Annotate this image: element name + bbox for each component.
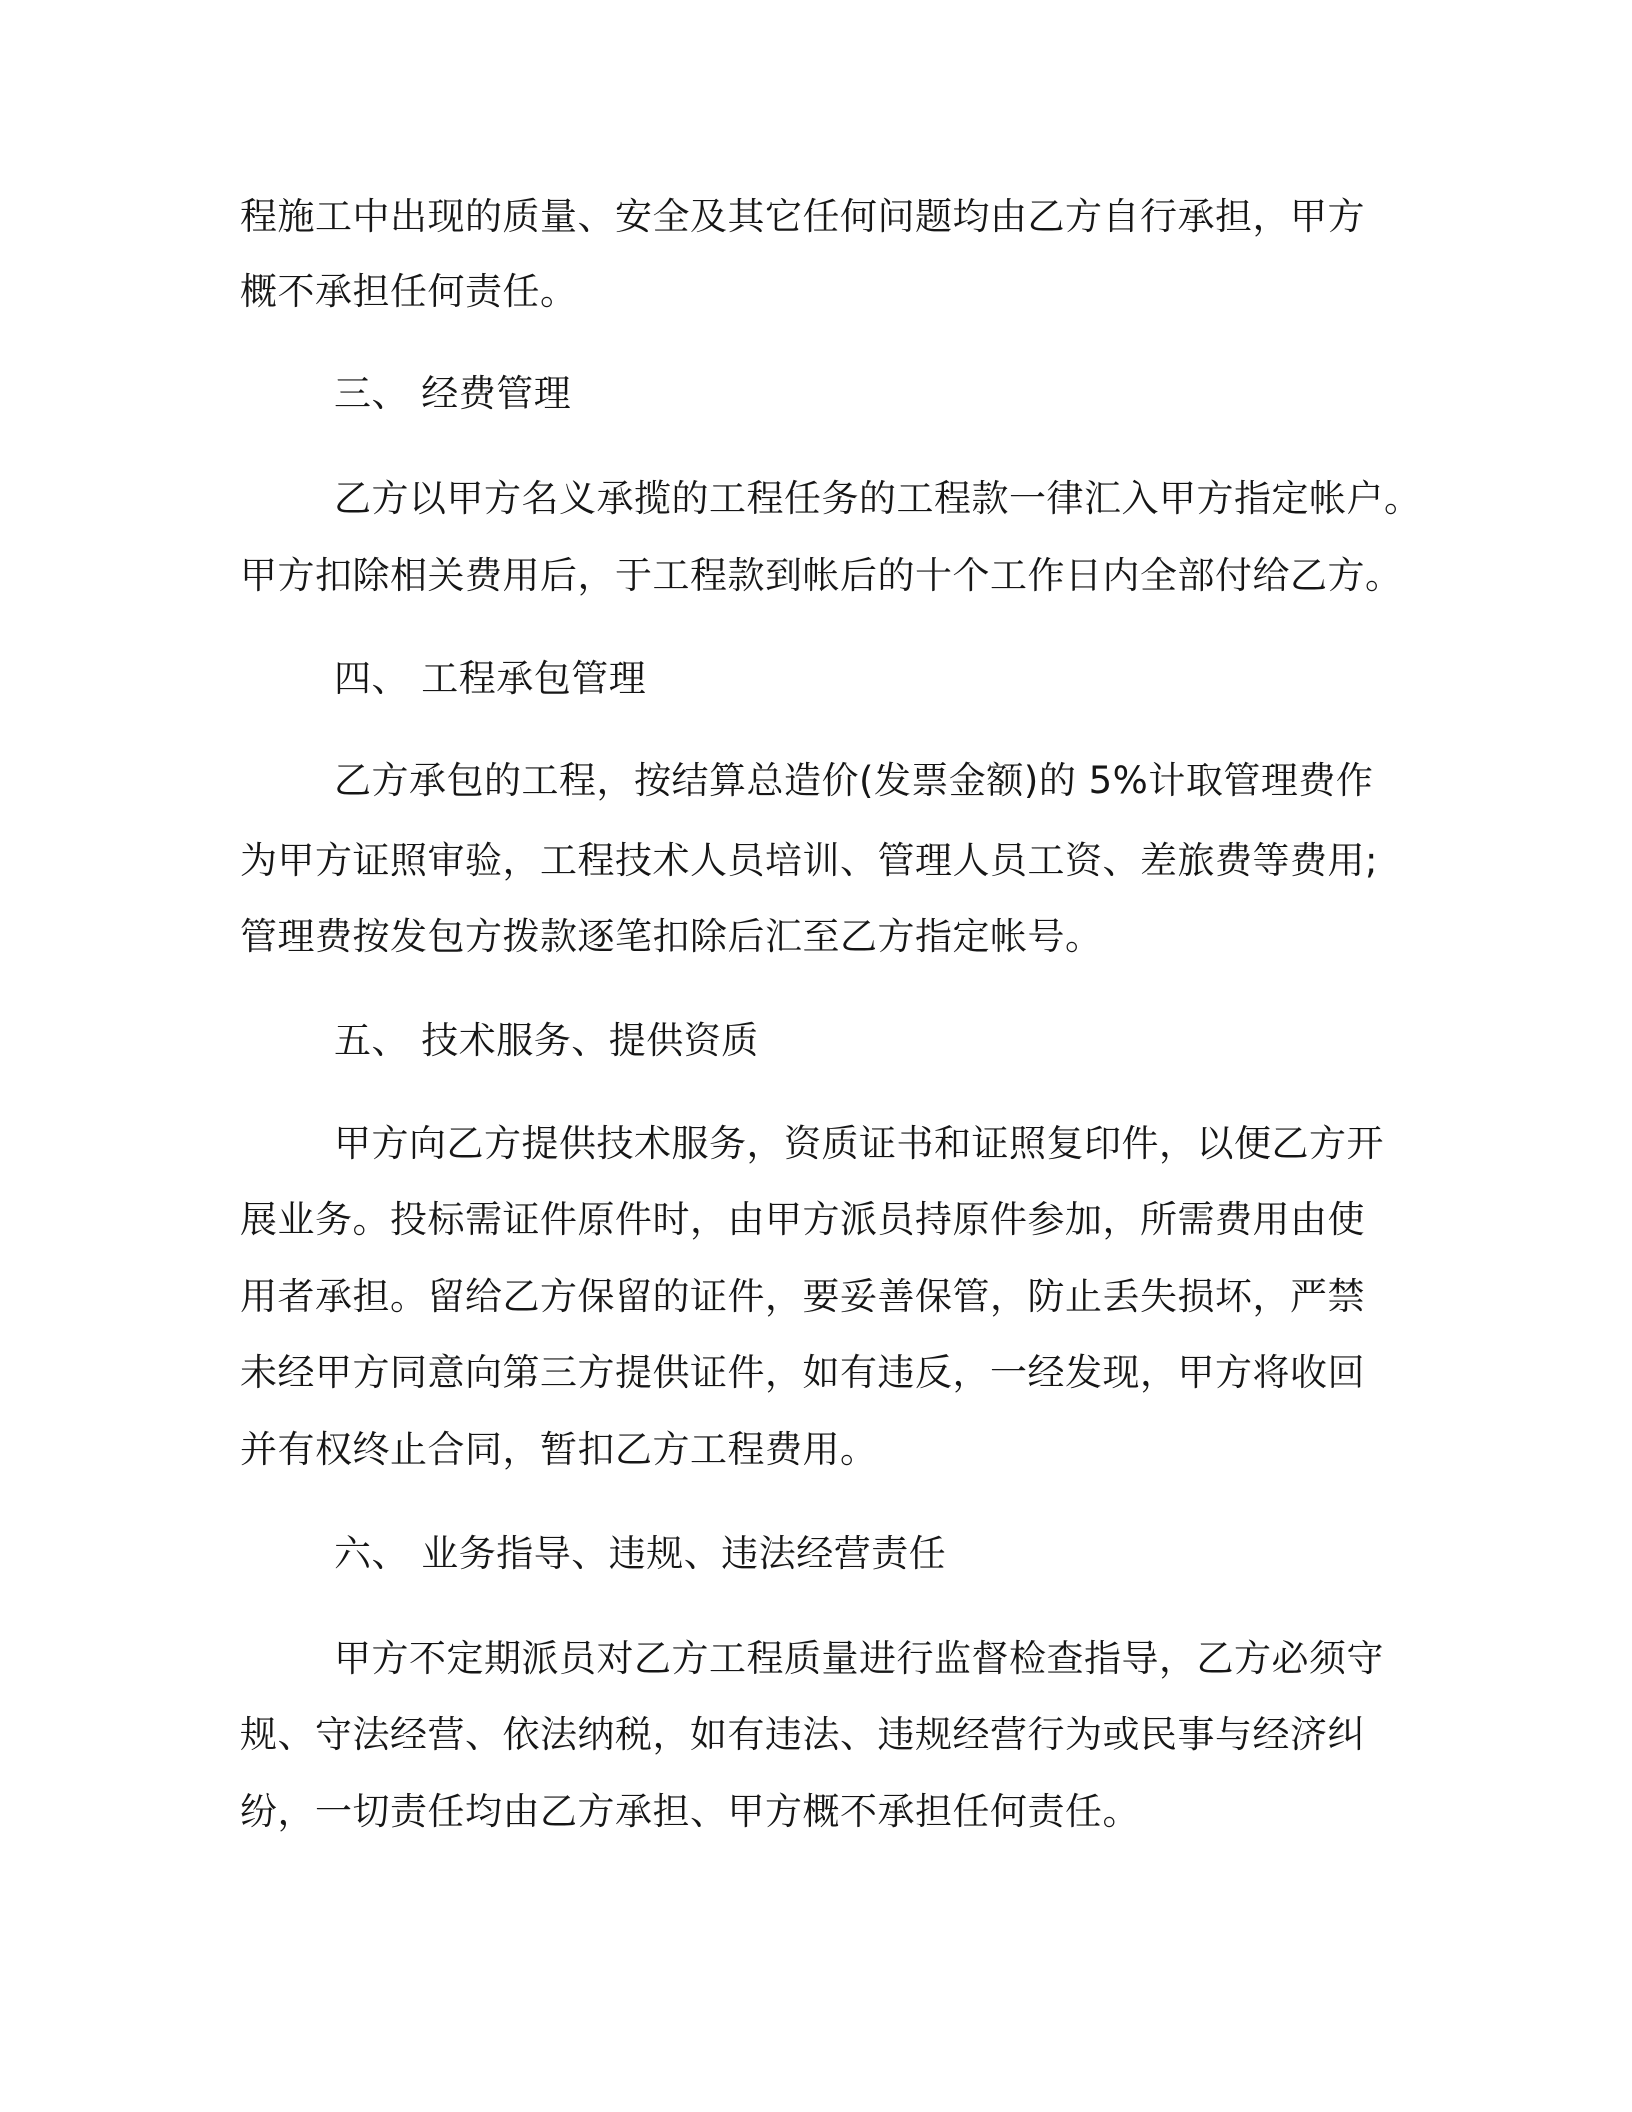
section-5-paragraph-line-2: 展业务。投标需证件原件时，由甲方派员持原件参加，所需费用由使 <box>240 1198 1365 1241</box>
section-4-heading: 四、 工程承包管理 <box>334 657 647 700</box>
section-4-paragraph-line-2: 为甲方证照审验，工程技术人员培训、管理人员工资、差旅费等费用; <box>240 839 1378 882</box>
section-6-paragraph-line-3: 纷，一切责任均由乙方承担、甲方概不承担任何责任。 <box>240 1790 1140 1833</box>
section-5-heading: 五、 技术服务、提供资质 <box>334 1019 759 1062</box>
section-6-paragraph-line-2: 规、守法经营、依法纳税，如有违法、违规经营行为或民事与经济纠 <box>240 1713 1365 1756</box>
section-5-paragraph-line-3: 用者承担。留给乙方保留的证件，要妥善保管，防止丢失损坏，严禁 <box>240 1275 1365 1318</box>
section-3-paragraph-line-1: 乙方以甲方名义承揽的工程任务的工程款一律汇入甲方指定帐户。 <box>334 477 1422 520</box>
section-3-paragraph-line-2: 甲方扣除相关费用后，于工程款到帐后的十个工作日内全部付给乙方。 <box>240 554 1403 597</box>
section-5-paragraph-line-1: 甲方向乙方提供技术服务，资质证书和证照复印件，以便乙方开 <box>334 1122 1384 1165</box>
section-3-heading: 三、 经费管理 <box>334 372 572 415</box>
section-5-paragraph-line-4: 未经甲方同意向第三方提供证件，如有违反，一经发现，甲方将收回 <box>240 1351 1365 1394</box>
section-6-paragraph-line-1: 甲方不定期派员对乙方工程质量进行监督检查指导，乙方必须守 <box>334 1637 1384 1680</box>
paragraph-continuation-line-1: 程施工中出现的质量、安全及其它任何问题均由乙方自行承担，甲方 <box>240 195 1365 238</box>
section-4-paragraph-line-3: 管理费按发包方拨款逐笔扣除后汇至乙方指定帐号。 <box>240 915 1103 958</box>
section-4-paragraph-line-1: 乙方承包的工程，按结算总造价(发票金额)的 5%计取管理费作 <box>334 759 1374 802</box>
section-6-heading: 六、 业务指导、违规、违法经营责任 <box>334 1532 947 1575</box>
paragraph-continuation-line-2: 概不承担任何责任。 <box>240 270 578 313</box>
section-5-paragraph-line-5: 并有权终止合同，暂扣乙方工程费用。 <box>240 1428 878 1471</box>
